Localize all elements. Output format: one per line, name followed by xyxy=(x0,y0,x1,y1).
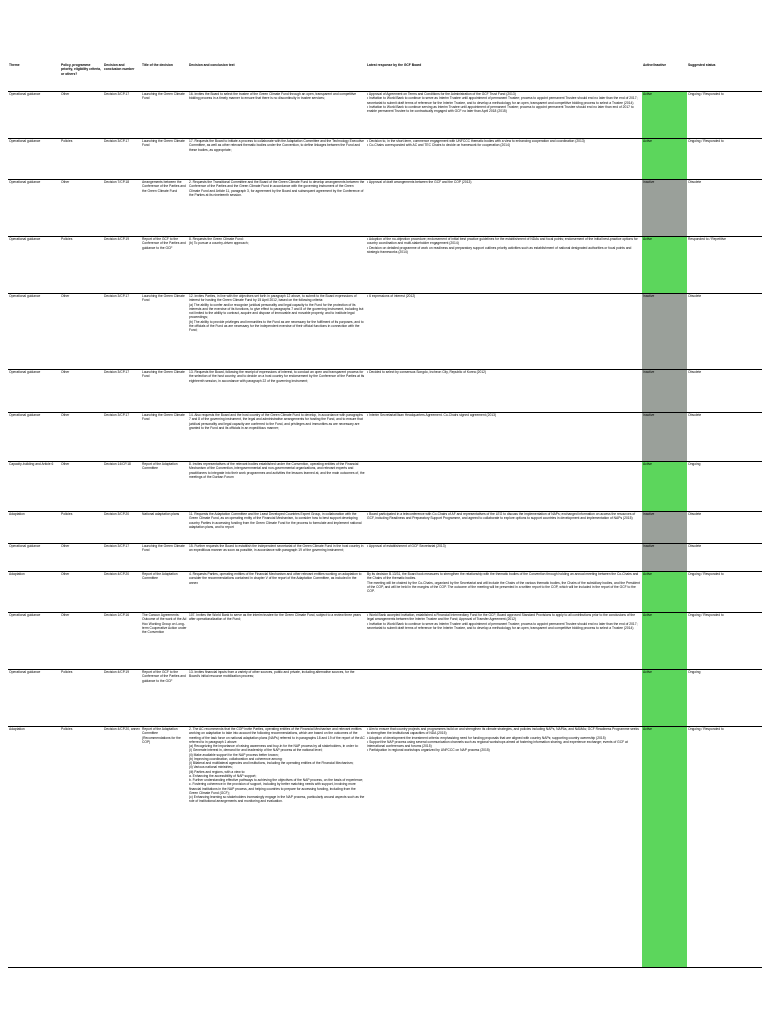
cell-theme: Operational guidance xyxy=(8,139,60,180)
cell-decision: Decision 14/CP.18 xyxy=(103,462,141,512)
cell-suggested: Ongoing / Responded to xyxy=(687,727,762,968)
cell-status xyxy=(642,413,687,462)
cell-theme: Operational guidance xyxy=(8,237,60,294)
cell-type: Other xyxy=(60,544,103,572)
cell-status xyxy=(642,462,687,512)
cell-theme: Operational guidance xyxy=(8,180,60,237)
cell-title: Launching the Green Climate Fund xyxy=(141,92,188,139)
cell-decision: Decision 7/CP.18 xyxy=(103,180,141,237)
table-row xyxy=(8,180,762,237)
cell-type: Other xyxy=(60,92,103,139)
cell-theme: Operational guidance xyxy=(8,613,60,670)
cell-theme: Operational guidance xyxy=(8,294,60,370)
header-decision: Decision and conclusion number xyxy=(103,63,141,92)
cell-text: 4. Requests Parties, operating entities of the Financial Mechanism and other relevant entities working on adaptation to consider the recommendations contained in chapter V of the report of the Adaptation Committee, as included in the annex xyxy=(188,572,366,613)
table-row xyxy=(8,544,762,572)
cell-response: • World Bank accepted invitation, established a Financial Intermediary Fund for the GCF; Board approved Standard Provisions to apply to all contributions prior to the conclusions of the legal arrangements between the Interim Trustee and the Fund; Approval of Transfer Agreement (2012) • Invitation to World Bank to continue to serve as Interim Trustee until appointment of permanent Trustee; process to appoint permanent Trustee should end no later than the end of 2017; secretariat to submit draft terms of reference for the Interim Trustee, and to develop a methodology for an open, transparent and competitive bidding process to select a Trustee (2014) xyxy=(366,613,642,670)
cell-status xyxy=(642,237,687,294)
cell-decision: Decision 4/CP.20 xyxy=(103,572,141,613)
header-status: Active/Inactive xyxy=(642,63,687,92)
table-row xyxy=(8,370,762,413)
cell-status xyxy=(642,180,687,237)
cell-suggested: Ongoing / Responded to xyxy=(687,572,762,613)
cell-status xyxy=(642,572,687,613)
cell-suggested: Ongoing xyxy=(687,670,762,727)
cell-decision: Decision 3/CP.17 xyxy=(103,294,141,370)
cell-decision: Decision 3/CP.17 xyxy=(103,92,141,139)
header-title: Title of the decision xyxy=(141,63,188,92)
cell-decision: Decision 3/CP.17 xyxy=(103,413,141,462)
cell-title: Report of the Adaptation Committee (Recommendations for the COP) xyxy=(141,727,188,968)
cell-type: Other xyxy=(60,462,103,512)
cell-text: 107. Invites the World Bank to serve as the interim trustee for the Green Climate Fund, subject to a review three years after operationalization of the Fund; xyxy=(188,613,366,670)
cell-text: 13. Requests the Board, following the receipt of expressions of interest, to conduct an open and transparent process for the selection of the host country, and to decide on a host country for endorsement by the Conference of the Parties at its eighteenth session, in accordance with paragraph 22 of the governing instrument; xyxy=(188,370,366,413)
cell-title: Arrangements between the Conference of the Parties and the Green Climate Fund xyxy=(141,180,188,237)
cell-text: 14. Also requests the Board and the host country of the Green Climate Fund to develop, in accordance with paragraphs 7 and 8 of the governing instrument, the legal and administrative arrangements for hosting the Fund, and to ensure that juridical personality and legal capacity are conferred to the Fund, and privileges and immunities as are necessary are granted to the Fund and its officials in an expeditious manner; xyxy=(188,413,366,462)
cell-text: 13. Invites financial inputs from a variety of other sources, public and private, including alternative sources, for the Board's initial resource mobilization process; xyxy=(188,670,366,727)
table-row xyxy=(8,613,762,670)
cell-title: Launching the Green Climate Fund xyxy=(141,544,188,572)
cell-type: Other xyxy=(60,370,103,413)
cell-suggested: Obsolete xyxy=(687,544,762,572)
cell-status xyxy=(642,512,687,544)
cell-decision: Decision 3/CP.17 xyxy=(103,370,141,413)
cell-title: The Cancun Agreements: Outcome of the work of the Ad Hoc Working Group on Long-term Cooperative Action under the Convention xyxy=(141,613,188,670)
cell-type: Other xyxy=(60,180,103,237)
cell-response: • Decided to select by consensus Songdo, Incheon City, Republic of Korea (2012) xyxy=(366,370,642,413)
cell-title: Report of the Adaptation Committee xyxy=(141,462,188,512)
cell-theme: Adaptation xyxy=(8,512,60,544)
cell-text: 17. Requests the Board to initiate a process to collaborate with the Adaptation Committee and the Technology Executive Committee, as well as other relevant thematic bodies under the Convention, to define linkages between the Fund and these bodies, as appropriate; xyxy=(188,139,366,180)
cell-response xyxy=(366,670,642,727)
spreadsheet xyxy=(8,63,762,968)
table-row xyxy=(8,572,762,613)
status-badge: Active xyxy=(643,572,652,576)
cell-suggested: Ongoing / Responded to xyxy=(687,92,762,139)
cell-theme: Operational guidance xyxy=(8,92,60,139)
status-badge: Active xyxy=(643,139,652,143)
cell-decision: Decision 4/CP.20, annex xyxy=(103,727,141,968)
cell-status xyxy=(642,92,687,139)
cell-theme: Adaptation xyxy=(8,572,60,613)
status-badge: Active xyxy=(643,670,652,674)
table-row xyxy=(8,512,762,544)
cell-title: Report of the GCF to the Conference of the Parties and guidance to the GCF xyxy=(141,237,188,294)
cell-response: • Adoption of the no-objection procedure; endorsement of initial best practice guidelines for the establishment of NDAs and focal points; endorsement of the initial best-practice options for country coordination and multi-stakeholder engagement (2014) • Decision on detailed programme of work on readiness and preparatory support outlines priority activities such as establishment of national designated authorities or focal points and strategic frameworks (2014) xyxy=(366,237,642,294)
cell-suggested: Ongoing / Responded to xyxy=(687,613,762,670)
cell-response: • Aim to ensure that country projects and programmes build on and strengthen its climate strategies, and policies including NAPs, NAPAs, and NAMAs; GCF Readiness Programme seeks to strengthen the institutional capacities of NDA (2015) • Adoption of development the investment criteria: emphasizing need for funding proposals that are aligned with country NAPs; supporting country ownership (2015) • Support the NAP process using several communication channels such as regional workshops aimed at fostering information sharing, and experience exchange; events of GCF at international conferences and forums (2015) • Participation in regional workshops organized by UNFCCC on NAP process (2015) xyxy=(366,727,642,968)
guidance-table xyxy=(8,63,762,968)
cell-title: Launching the Green Climate Fund xyxy=(141,413,188,462)
cell-suggested: Obsolete xyxy=(687,370,762,413)
cell-theme: Capacity-building and Article 6 xyxy=(8,462,60,512)
cell-type: Policies xyxy=(60,512,103,544)
cell-theme: Operational guidance xyxy=(8,413,60,462)
status-badge: Inactive xyxy=(643,413,655,417)
cell-suggested: Responded to / Repetitive xyxy=(687,237,762,294)
cell-text: 12. Invites Parties, in line with the objectives set forth in paragraph 12 above, to submit to the Board expressions of interest for hosting the Green Climate Fund by 15 April 2012, based on the following criteria: (a) The ability to confer and/or recognize juridical personality and legal capacity to the Fund for the protection of its interests and the exercise of its functions, to give effect to paragraphs 7 and 8 of the governing instrument, including but not limited to the ability to contract, acquire and dispose of immovable and movable property, and to institute legal proceedings; (b) The ability to provide privileges and immunities to the Fund as are necessary for the fulfilment of its purposes, and to the officials of the Fund as are necessary for the independent exercise of their official functions in connection with the Fund; xyxy=(188,294,366,370)
cell-suggested: Obsolete xyxy=(687,294,762,370)
cell-type: Policies xyxy=(60,670,103,727)
cell-decision: Decision 3/CP.20 xyxy=(103,512,141,544)
cell-text: 2. The AC recommends that the COP invite Parties, operating entities of the Financial Mechanism and relevant entities working on adaptation to take into account the following recommendations, which are based on the outcomes of the meeting of the task force on national adaptation plans (NAPs) referred to in paragraphs 18 and 19 of the report of the AC referred to in paragraph 1 above: (a) Recognizing the importance of raising awareness and buy-in for the NAP process by all stakeholders, in order to: (i) Generate interest in, demand for and leadership of the NAP process at the national level; (ii) Make available support for the NAP process better known; (b) Improving coordination, collaboration and coherence among: (i) Bilateral and multilateral agencies and institutions, including the operating entities of the Financial Mechanism; (ii) Various national ministries; (iii) Parties and regions, with a view to: a. Enhancing the accessibility of NAP support; b. Further understanding effective pathways to achieving the objectives of the NAP process, on the basis of experience; c. Fostering coherence in the provision of support, including by better matching needs with support, involving more financial institutions in the NAP process, and helping countries to prepare for accessing funding, including from the Green Climate Fund (GCF); (c) Enhancing learning so stakeholders increasingly engage in the NAP process, particularly around aspects such as the role of institutional arrangements and monitoring and evaluation. xyxy=(188,727,366,968)
table-row xyxy=(8,294,762,370)
cell-response: • Approval of draft arrangements between the GCF and the COP (2013) xyxy=(366,180,642,237)
cell-status xyxy=(642,544,687,572)
cell-text: 8. Requests the Green Climate Fund: (b) To pursue a country-driven approach; xyxy=(188,237,366,294)
cell-status xyxy=(642,139,687,180)
header-response: Latest response by the GCF Board xyxy=(366,63,642,92)
table-row xyxy=(8,670,762,727)
table-row xyxy=(8,139,762,180)
status-badge: Inactive xyxy=(643,512,655,516)
cell-title: Launching the Green Climate Fund xyxy=(141,370,188,413)
cell-title: National adaptation plans xyxy=(141,512,188,544)
cell-status xyxy=(642,727,687,968)
cell-response: • Decision to, in the short-term, commence engagement with UNFCCC thematic bodies with a view to enhancing cooperation and coordination (2013) • Co-Chairs corresponded with AC and TEC Chairs to decide on framework for cooperation (2014) xyxy=(366,139,642,180)
cell-decision: Decision 3/CP.17 xyxy=(103,139,141,180)
cell-status xyxy=(642,613,687,670)
cell-response: • 6 expressions of interest (2012) xyxy=(366,294,642,370)
header-text: Decision and conclusion text xyxy=(188,63,366,92)
cell-text: 8. Invites representatives of the relevant bodies established under the Convention, operating entities of the Financial Mechanism of the Convention, intergovernmental and non-governmental organizations, and relevant experts and practitioners to integrate into their work programmes and activities the lessons learned at, and the main outcomes of, the meetings of the Durban Forum xyxy=(188,462,366,512)
status-badge: Active xyxy=(643,237,652,241)
header-type: Policy, programme priority, eligibility criteria, or others? xyxy=(60,63,103,92)
cell-theme: Adaptation xyxy=(8,727,60,968)
cell-suggested: Obsolete xyxy=(687,180,762,237)
header-suggested: Suggested status xyxy=(687,63,762,92)
cell-response: • Approval of Agreement on Terms and Conditions for the Administration of the GCF Trust Fund (2013) • Invitation to World Bank to continue to serve as Interim Trustee until appointment of permanent Trustee; process to appoint permanent Trustee should end no later than the end of 2017; secretariat to submit draft terms of reference for the Interim Trustee, and to develop a methodology for an open, transparent and competitive bidding process to select a Trustee (2014) • Invitation to World Bank to continue serving as Interim Trustee until appointment of permanent Trustee; process to appoint permanent Trustee should end no later than end of 2017 to enable permanent Trustee to be contractually engaged with GCF no later than April 2018 (2015) xyxy=(366,92,642,139)
cell-theme: Operational guidance xyxy=(8,544,60,572)
cell-decision: Decision 1/CP.16 xyxy=(103,613,141,670)
cell-text: 16. Invites the Board to select the trustee of the Green Climate Fund through an open, transparent and competitive bidding process in a timely manner to ensure that there is no discontinuity in trustee services; xyxy=(188,92,366,139)
cell-response: • Board participated in a teleconference with Co-Chairs of AF and representatives of the LEG to discuss the implementation of NAPs; exchanged information on access the resources of GCF, including Readiness and Preparatory Support Programme, and agreed to collaborate to explore options to support countries in development and implementation of NAPs (2015) xyxy=(366,512,642,544)
cell-suggested: Obsolete xyxy=(687,512,762,544)
cell-type: Policies xyxy=(60,237,103,294)
cell-response xyxy=(366,462,642,512)
cell-title: Report of the GCF to the Conference of the Parties and guidance to the GCF xyxy=(141,670,188,727)
cell-status xyxy=(642,294,687,370)
cell-suggested: Ongoing / Responded to xyxy=(687,139,762,180)
status-badge: Inactive xyxy=(643,180,655,184)
cell-text: 15. Further requests the Board to establish the independent secretariat of the Green Climate Fund in the host country in an expeditious manner as soon as possible, in accordance with paragraph 19 of the governing instrument; xyxy=(188,544,366,572)
cell-response: By its decision B.13/31, the Board took measures to strengthen the relationship with the thematic bodies of the Convention through holding an annual meeting between the Co-Chairs and the Chairs of the thematic bodies. The meeting will be chaired by the Co-Chairs, organized by the Secretariat and will include the Chairs of the various thematic bodies, the Chairs of the subsidiary bodies, and the President of the COP, and will be held in the margins of the COP. The outcome of the meeting will be presented in a written report to the COP, which will be included in the report of the GCF to the COP. xyxy=(366,572,642,613)
header-theme: Theme xyxy=(8,63,60,92)
cell-theme: Operational guidance xyxy=(8,670,60,727)
status-badge: Active xyxy=(643,727,652,731)
cell-type: Other xyxy=(60,413,103,462)
cell-status xyxy=(642,670,687,727)
cell-response: • Approval of establishment of GCF Secretariat (2013) xyxy=(366,544,642,572)
status-badge: Active xyxy=(643,92,652,96)
cell-title: Report of the Adaptation Committee xyxy=(141,572,188,613)
cell-type: Other xyxy=(60,572,103,613)
cell-title: Launching the Green Climate Fund xyxy=(141,139,188,180)
cell-decision: Decision 3/CP.17 xyxy=(103,544,141,572)
cell-theme: Operational guidance xyxy=(8,370,60,413)
status-badge: Inactive xyxy=(643,294,655,298)
table-row xyxy=(8,727,762,968)
cell-response: • Interim Secretariat/Ilsan Headquarters Agreement. Co-Chairs signed agreement (2013) xyxy=(366,413,642,462)
table-row xyxy=(8,462,762,512)
status-badge: Inactive xyxy=(643,370,655,374)
cell-decision: Decision 4/CP.19 xyxy=(103,237,141,294)
status-badge: Inactive xyxy=(643,544,655,548)
cell-suggested: Obsolete xyxy=(687,413,762,462)
cell-decision: Decision 4/CP.19 xyxy=(103,670,141,727)
cell-status xyxy=(642,370,687,413)
table-row xyxy=(8,413,762,462)
cell-text: 2. Requests the Transitional Committee and the Board of the Green Climate Fund to develop arrangements between the Conference of the Parties and the Green Climate Fund in accordance with the governing instrument of the Green Climate Fund and Article 11, paragraph 3, for agreement by the Board and subsequent agreement by the Conference of the Parties at its nineteenth session. xyxy=(188,180,366,237)
cell-title: Launching the Green Climate Fund xyxy=(141,294,188,370)
status-badge: Active xyxy=(643,462,652,466)
table-row xyxy=(8,92,762,139)
cell-type: Policies xyxy=(60,139,103,180)
cell-type: Other xyxy=(60,294,103,370)
cell-text: 11. Requests the Adaptation Committee and the Least Developed Countries Expert Group, in collaboration with the Green Climate Fund, as an operating entity of the Financial Mechanism, to consider how to best support developing country Parties in accessing funding from the Green Climate Fund for the process to formulate and implement national adaptation plans, and to report xyxy=(188,512,366,544)
table-row xyxy=(8,237,762,294)
header-row xyxy=(8,63,762,92)
cell-type: Other xyxy=(60,613,103,670)
cell-type: Policies xyxy=(60,727,103,968)
status-badge: Active xyxy=(643,613,652,617)
cell-suggested: Ongoing xyxy=(687,462,762,512)
